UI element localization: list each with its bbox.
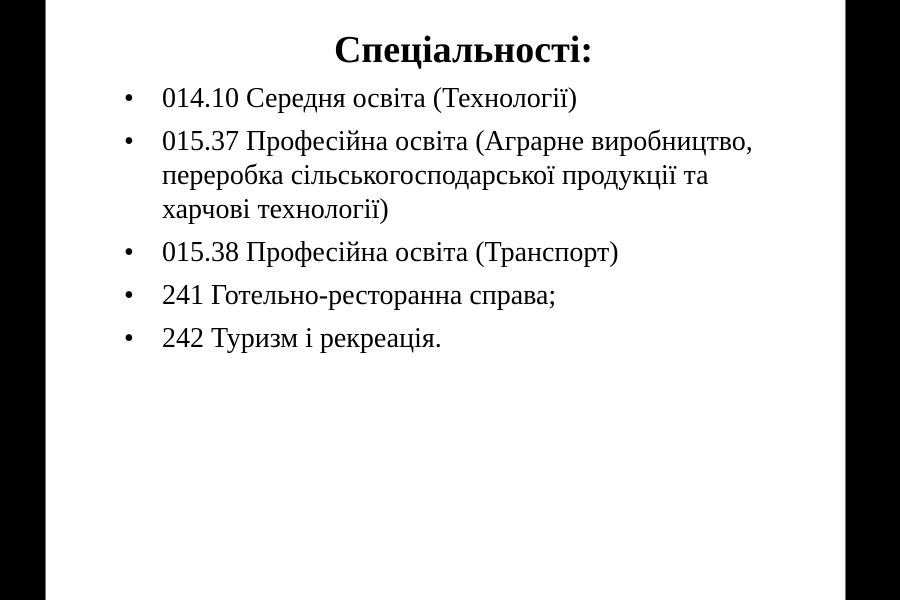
bullet-line: 242 Туризм і рекреація.	[162, 323, 442, 354]
bullet-icon: •	[124, 280, 134, 311]
bullet-line: переробка сільськогосподарської продукції та	[162, 160, 709, 191]
bullet-line: харчові технології)	[162, 194, 389, 225]
bullet-item-2	[124, 125, 845, 227]
bullet-item-text	[162, 236, 812, 270]
bullet-item-text	[162, 125, 812, 227]
slide-title: Спеціальності:	[333, 29, 594, 71]
bullet-item-text	[162, 279, 812, 313]
bullet-item-4	[124, 279, 845, 313]
bullet-item-5	[124, 322, 845, 356]
bullet-item-1	[124, 82, 845, 116]
bullet-list	[46, 82, 845, 356]
bullet-icon: •	[124, 83, 134, 114]
bullet-icon: •	[124, 126, 134, 157]
bullet-line: 015.37 Професійна освіта (Аграрне виробництво,	[162, 126, 753, 157]
bullet-line: 241 Готельно-ресторанна справа;	[162, 280, 557, 311]
bullet-line: 014.10 Середня освіта (Технології)	[162, 83, 578, 114]
bullet-icon: •	[124, 237, 134, 268]
bullet-item-text	[162, 322, 812, 356]
bullet-line: 015.38 Професійна освіта (Транспорт)	[162, 237, 619, 268]
bullet-icon: •	[124, 323, 134, 354]
bullet-item-text	[162, 82, 812, 116]
slide	[45, 0, 846, 600]
bullet-item-3	[124, 236, 845, 270]
